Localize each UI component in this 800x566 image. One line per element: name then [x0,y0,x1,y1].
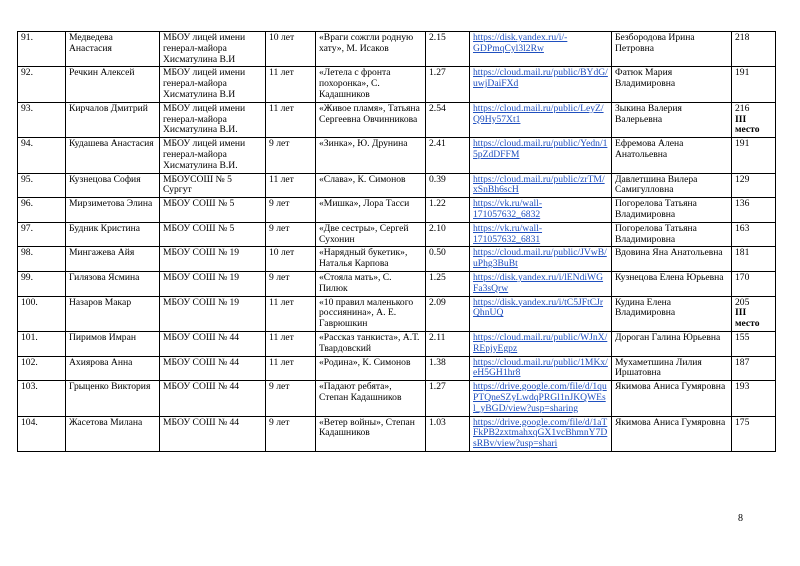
place-award: III место [735,113,760,136]
score-value: 170 [735,271,750,283]
participant-age: 11 лет [266,173,316,198]
score-cell [732,271,776,296]
table-row [18,222,776,247]
participant-age: 9 лет [266,416,316,451]
participant-name: Мирзиметова Элина [66,198,160,223]
table-row [18,102,776,137]
school: МБОУ лицей имени генерал-майора Хисматулина В.И. [160,138,266,173]
table-row [18,296,776,331]
participant-age: 11 лет [266,102,316,137]
score-value: 187 [735,356,750,368]
duration: 2.10 [426,222,470,247]
table-row [18,356,776,381]
table-body [18,32,776,452]
row-number: 93. [18,102,66,137]
participant-age: 11 лет [266,67,316,102]
table-row [18,381,776,416]
teacher-name: Мухаметшина Лилия Иршатовна [612,356,732,381]
table-row [18,271,776,296]
participant-name: Гилязова Ясмина [66,271,160,296]
video-link[interactable]: https://vk.ru/wall-171057632_6832 [470,198,612,223]
school: МБОУ лицей имени генерал-майора Хисматулина В.И. [160,102,266,137]
participant-age: 9 лет [266,198,316,223]
teacher-name: Фатюк Мария Владимировна [612,67,732,102]
school: МБОУ СОШ № 19 [160,271,266,296]
participant-name: Назаров Макар [66,296,160,331]
school: МБОУ лицей имени генерал-майора Хисматулина В.И [160,67,266,102]
score-cell [732,331,776,356]
teacher-name: Погорелова Татьяна Владимировна [612,222,732,247]
row-number: 94. [18,138,66,173]
school: МБОУ СОШ № 5 [160,198,266,223]
duration: 1.22 [426,198,470,223]
row-number: 96. [18,198,66,223]
duration: 2.09 [426,296,470,331]
work-title-author: «Рассказ танкиста», А.Т. Твардовский [316,331,426,356]
score-cell [732,198,776,223]
participant-age: 9 лет [266,222,316,247]
video-link[interactable]: https://disk.yandex.ru/i/tC5JFtCJrQhnUQ [470,296,612,331]
duration: 1.03 [426,416,470,451]
teacher-name: Дороган Галина Юрьевна [612,331,732,356]
table-row [18,198,776,223]
work-title-author: «Падают ребята», Степан Кадашников [316,381,426,416]
teacher-name: Вдовина Яна Анатольевна [612,247,732,272]
participant-age: 11 лет [266,296,316,331]
row-number: 99. [18,271,66,296]
row-number: 104. [18,416,66,451]
teacher-name: Зыкина Валерия Валерьевна [612,102,732,137]
duration: 2.11 [426,331,470,356]
teacher-name: Якимова Аниса Гумяровна [612,416,732,451]
participant-age: 9 лет [266,271,316,296]
duration: 1.27 [426,67,470,102]
score-cell [732,247,776,272]
score-value: 191 [735,138,750,150]
row-number: 95. [18,173,66,198]
score-value: 181 [735,247,750,259]
score-value: 129 [735,173,750,185]
video-link[interactable]: https://cloud.mail.ru/public/Yedn/15pZdDFFM [470,138,612,173]
work-title-author: «Слава», К. Симонов [316,173,426,198]
table-row [18,247,776,272]
table-row [18,173,776,198]
school: МБОУ СОШ № 19 [160,247,266,272]
video-link[interactable]: https://cloud.mail.ru/public/JVwB/uPhg3BuBt [470,247,612,272]
teacher-name: Погорелова Татьяна Владимировна [612,198,732,223]
participant-name: Кудашева Анастасия [66,138,160,173]
participant-age: 9 лет [266,138,316,173]
work-title-author: «Стояла мать», С. Пилюк [316,271,426,296]
score-value: 216 [735,102,750,114]
work-title-author: «10 правил маленького россиянина», А. Е. Гаврюшкин [316,296,426,331]
row-number: 101. [18,331,66,356]
school: МБОУ СОШ № 44 [160,381,266,416]
school: МБОУ СОШ № 44 [160,331,266,356]
participant-age: 11 лет [266,331,316,356]
duration: 1.27 [426,381,470,416]
teacher-name: Давлетшина Вилера Самигулловна [612,173,732,198]
score-value: 193 [735,381,750,393]
school: МБОУ лицей имени генерал-майора Хисматулина В.И [160,32,266,67]
participant-name: Будник Кристина [66,222,160,247]
row-number: 92. [18,67,66,102]
participant-age: 10 лет [266,247,316,272]
participant-age: 11 лет [266,356,316,381]
score-cell [732,173,776,198]
work-title-author: «Враги сожгли родную хату», М. Исаков [316,32,426,67]
duration: 2.41 [426,138,470,173]
video-link[interactable]: https://cloud.mail.ru/public/zrTM/xSnBh6scH [470,173,612,198]
work-title-author: «Летела с фронта похоронка», С. Кадашников [316,67,426,102]
school: МБОУ СОШ № 5 [160,222,266,247]
duration: 1.25 [426,271,470,296]
score-cell [732,296,776,331]
score-cell [732,138,776,173]
participant-name: Мингажева Айя [66,247,160,272]
participant-name: Пиримов Имран [66,331,160,356]
row-number: 100. [18,296,66,331]
table-row [18,138,776,173]
score-cell [732,356,776,381]
school: МБОУ СОШ № 19 [160,296,266,331]
video-link[interactable]: https://vk.ru/wall-171057632_6831 [470,222,612,247]
participants-table [17,31,776,452]
video-link[interactable]: https://drive.google.com/file/d/1aTFkPB2zxtmahxqGX1vcBhmnY7DsRBv/view?usp=shari [470,416,612,451]
place-award: III место [735,307,760,330]
score-value: 205 [735,296,750,308]
score-value: 218 [735,32,750,43]
teacher-name: Ефремова Алена Анатольевна [612,138,732,173]
duration: 0.39 [426,173,470,198]
work-title-author: «Нарядный букетик», Наталья Карпова [316,247,426,272]
row-number: 91. [18,32,66,67]
score-cell [732,416,776,451]
score-value: 191 [735,67,750,79]
school: МБОУ СОШ № 44 [160,356,266,381]
row-number: 103. [18,381,66,416]
table-row [18,331,776,356]
teacher-name: Безбородова Ирина Петровна [612,32,732,67]
table-row [18,32,776,67]
video-link[interactable]: https://cloud.mail.ru/public/BYdG/uwjDaiFXd [470,67,612,102]
score-cell [732,32,776,67]
video-link[interactable]: https://drive.google.com/file/d/1quPTQneSZyLwdqPRGl1nJKQWEsl_yBGD/view?usp=sharing [470,381,612,416]
participant-name: Ахиярова Анна [66,356,160,381]
work-title-author: «Мишка», Лора Тасси [316,198,426,223]
participant-name: Кузнецова София [66,173,160,198]
work-title-author: «Родина», К. Симонов [316,356,426,381]
school: МБОУ СОШ № 44 [160,416,266,451]
table-row [18,416,776,451]
teacher-name: Кудина Елена Владимировна [612,296,732,331]
work-title-author: «Ветер войны», Степан Кадашников [316,416,426,451]
score-value: 155 [735,331,750,343]
score-value: 175 [735,416,750,428]
video-link[interactable]: https://cloud.mail.ru/public/WJnX/REpjyEgpz [470,331,612,356]
video-link[interactable]: https://disk.yandex.ru/i/lENdiWGFa3sQrw [470,271,612,296]
work-title-author: «Две сестры», Сергей Сухонин [316,222,426,247]
work-title-author: «Живое пламя», Татьяна Сергеевна Овчинникова [316,102,426,137]
page-number: 8 [738,513,743,524]
participant-name: Речкин Алексей [66,67,160,102]
video-link[interactable]: https://cloud.mail.ru/public/LeyZ/Q9Hy57Xt1 [470,102,612,137]
score-cell [732,381,776,416]
row-number: 97. [18,222,66,247]
video-link[interactable]: https://cloud.mail.ru/public/1MKx/eH5GH1hr8 [470,356,612,381]
participant-name: Жасетова Милана [66,416,160,451]
duration: 0.50 [426,247,470,272]
work-title-author: «Зинка», Ю. Друнина [316,138,426,173]
teacher-name: Якимова Аниса Гумяровна [612,381,732,416]
duration: 1.38 [426,356,470,381]
video-link[interactable]: https://disk.yandex.ru/i/-GDPmqCyl3l2Rw [470,32,612,67]
score-value: 136 [735,198,750,210]
participant-age: 10 лет [266,32,316,67]
score-cell [732,67,776,102]
participant-name: Кирчалов Дмитрий [66,102,160,137]
table-row [18,67,776,102]
score-cell [732,222,776,247]
teacher-name: Кузнецова Елена Юрьевна [612,271,732,296]
duration: 2.54 [426,102,470,137]
school: МБОУСОШ № 5 Сургут [160,173,266,198]
score-value: 163 [735,222,750,234]
participant-name: Грыценко Виктория [66,381,160,416]
score-cell [732,102,776,137]
duration: 2.15 [426,32,470,67]
participant-age: 9 лет [266,381,316,416]
row-number: 98. [18,247,66,272]
row-number: 102. [18,356,66,381]
participant-name: Медведева Анастасия [66,32,160,67]
